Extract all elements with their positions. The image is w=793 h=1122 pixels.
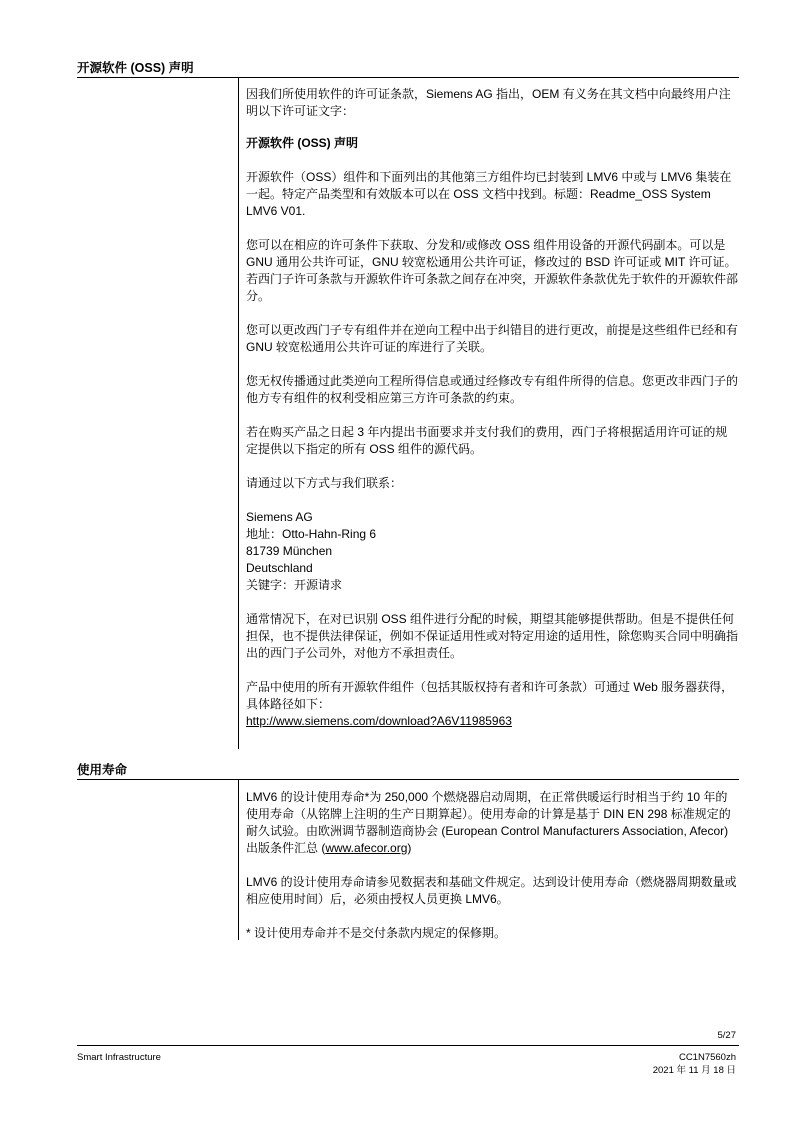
oss-intro: 因我们所使用软件的许可证条款，Siemens AG 指出，OEM 有义务在其文档中向最终用户注明以下许可证文字： bbox=[246, 87, 731, 118]
oss-paragraph-6: 通常情况下，在对已识别 OSS 组件进行分配的时候，期望其能够提供帮助。但是不提供任何担保，也不提供法律保证，例如不保证适用性或对特定用途的适用性，除您购买合同中明确指出的西门子公司外，对他方不承担责任。 bbox=[246, 612, 739, 660]
oss-paragraph-4: 您无权传播通过此类逆向工程所得信息或通过经修改专有组件所得的信息。您更改非西门子的他方专有组件的权利受相应第三方许可条款的约束。 bbox=[246, 374, 739, 405]
oss-paragraph-2: 您可以在相应的许可条件下获取、分发和/或修改 OSS 组件用设备的开源代码副本。可以是 GNU 通用公共许可证，GNU 较宽松通用公共许可证，修改过的 BSD 许可证或 MIT 许可证。若西门子许可条款与开源软件许可条款之间存在冲突，开源软件条款优先于软件的开源软件部分。 bbox=[246, 238, 739, 303]
oss-download-link[interactable]: http://www.siemens.com/download?A6V11985963 bbox=[246, 714, 512, 728]
oss-paragraph-5: 若在购买产品之日起 3 年内提出书面要求并支付我们的费用，西门子将根据适用许可证的规定提供以下指定的所有 OSS 组件的源代码。 bbox=[246, 425, 728, 456]
lifetime-p1-close: ) bbox=[407, 841, 412, 855]
contact-intro: 请通过以下方式与我们联系： bbox=[246, 476, 403, 490]
section-rule-top bbox=[77, 77, 739, 78]
address-line-street: 地址：Otto-Hahn-Ring 6 bbox=[246, 527, 377, 541]
contact-address bbox=[246, 509, 738, 594]
footer-rule bbox=[77, 1045, 739, 1046]
section-divider-lifetime bbox=[238, 780, 239, 940]
section-rule-lifetime bbox=[77, 779, 739, 780]
afecor-link[interactable]: www.afecor.org bbox=[325, 841, 408, 855]
address-line-city: 81739 München bbox=[246, 544, 333, 558]
page-number: 5/27 bbox=[717, 1030, 736, 1041]
oss-body bbox=[246, 86, 738, 730]
oss-subheading: 开源软件 (OSS) 声明 bbox=[246, 136, 359, 150]
lifetime-note: * 设计使用寿命并不是交付条款内规定的保修期。 bbox=[246, 926, 507, 940]
address-line-company: Siemens AG bbox=[246, 510, 313, 524]
footer-doc-id: CC1N7560zh bbox=[678, 1052, 736, 1063]
address-line-keyword: 关键字：开源请求 bbox=[246, 578, 343, 592]
lifetime-paragraph-1 bbox=[246, 789, 738, 857]
oss-paragraph-3: 您可以更改西门子专有组件并在逆向工程中出于纠错目的进行更改，前提是这些组件已经和有 GNU 较宽松通用公共许可证的库进行了关联。 bbox=[246, 323, 739, 354]
oss-paragraph-7: 产品中使用的所有开源软件组件（包括其版权持有者和许可条款）可通过 Web 服务器获得，具体路径如下： bbox=[246, 680, 734, 711]
section-title-lifetime: 使用寿命 bbox=[77, 763, 128, 777]
lifetime-p1-text: LMV6 的设计使用寿命*为 250,000 个燃烧器启动周期，在正常供暖运行时相当于约 10 年的使用寿命（从铭牌上注明的生产日期算起）。使用寿命的计算是基于 DIN EN 298 标准规定的耐久试验。由欧洲调节器制造商协会 (European Control Manufacturers Association, Afecor) 出版条件汇总 ( bbox=[246, 790, 731, 855]
oss-paragraph-1: 开源软件（OSS）组件和下面列出的其他第三方组件均已封装到 LMV6 中或与 LMV6 集装在一起。特定产品类型和有效版本可以在 OSS 文档中找到。标题：Readme_OSS System LMV6 V01. bbox=[246, 170, 732, 218]
section-divider-oss bbox=[238, 78, 239, 749]
address-line-country: Deutschland bbox=[246, 561, 313, 575]
lifetime-paragraph-2: LMV6 的设计使用寿命请参见数据表和基础文件规定。达到设计使用寿命（燃烧器周期数量或相应使用时间）后，必须由授权人员更换 LMV6。 bbox=[246, 875, 737, 906]
footer-company: Smart Infrastructure bbox=[77, 1052, 161, 1063]
lifetime-body bbox=[246, 789, 738, 942]
footer-date: 2021 年 11 月 18 日 bbox=[652, 1065, 736, 1076]
section-title-oss: 开源软件 (OSS) 声明 bbox=[77, 61, 194, 75]
